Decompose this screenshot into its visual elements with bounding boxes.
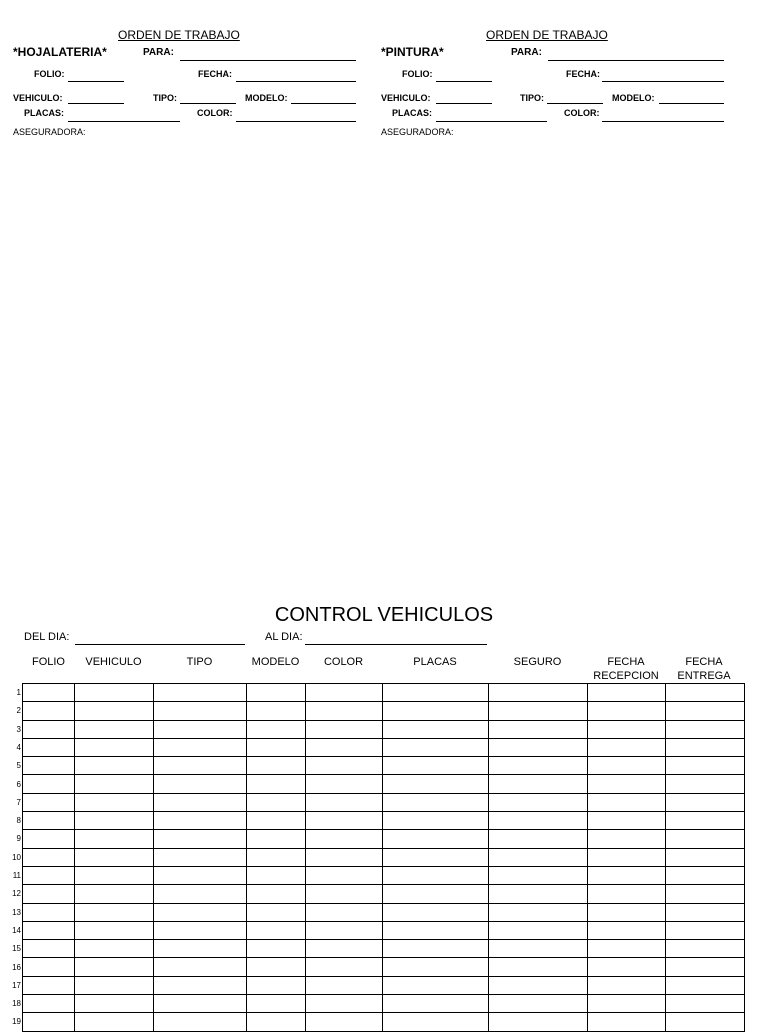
- table-cell[interactable]: [247, 958, 306, 976]
- table-cell[interactable]: [588, 866, 666, 884]
- table-cell[interactable]: [154, 940, 247, 958]
- aseguradora-label: ASEGURADORA:: [13, 127, 86, 137]
- table-cell[interactable]: [247, 775, 306, 793]
- table-cell[interactable]: [306, 720, 383, 738]
- placas-label: PLACAS:: [392, 108, 432, 118]
- row-number: 3: [16, 724, 21, 734]
- table-cell[interactable]: [489, 885, 588, 903]
- column-header-fecha-recepcion: FECHA RECEPCION: [593, 656, 659, 682]
- table-cell[interactable]: [306, 1013, 383, 1031]
- table-cell[interactable]: [154, 793, 247, 811]
- table-cell[interactable]: [588, 738, 666, 756]
- para-label: PARA:: [143, 47, 174, 58]
- table-cell[interactable]: [75, 684, 154, 702]
- table-cell[interactable]: [247, 757, 306, 775]
- color-field[interactable]: [236, 121, 356, 122]
- control-title: CONTROL VEHICULOS: [274, 604, 494, 626]
- table-cell[interactable]: [306, 812, 383, 830]
- table-cell[interactable]: [23, 684, 75, 702]
- table-cell[interactable]: [247, 976, 306, 994]
- table-cell[interactable]: [666, 866, 745, 884]
- table-cell[interactable]: [306, 830, 383, 848]
- table-cell[interactable]: [306, 866, 383, 884]
- row-number: 10: [12, 852, 21, 862]
- table-cell[interactable]: [247, 793, 306, 811]
- table-cell[interactable]: [247, 830, 306, 848]
- table-row: [23, 702, 745, 720]
- row-number: 7: [16, 797, 21, 807]
- modelo-label: MODELO:: [612, 93, 655, 103]
- table-cell[interactable]: [23, 940, 75, 958]
- vehiculo-label: VEHICULO:: [13, 93, 63, 103]
- table-cell[interactable]: [588, 757, 666, 775]
- table-cell[interactable]: [489, 848, 588, 866]
- para-field[interactable]: [180, 60, 356, 61]
- table-cell[interactable]: [489, 866, 588, 884]
- table-cell[interactable]: [383, 702, 489, 720]
- table-cell[interactable]: [154, 720, 247, 738]
- table-cell[interactable]: [383, 684, 489, 702]
- table-row: [23, 830, 745, 848]
- table-cell[interactable]: [489, 921, 588, 939]
- table-cell[interactable]: [23, 848, 75, 866]
- table-row: [23, 958, 745, 976]
- table-cell[interactable]: [154, 976, 247, 994]
- table-cell[interactable]: [247, 848, 306, 866]
- table-cell[interactable]: [588, 702, 666, 720]
- table-cell[interactable]: [23, 921, 75, 939]
- table-cell[interactable]: [23, 757, 75, 775]
- aseguradora-label: ASEGURADORA:: [381, 127, 454, 137]
- table-cell[interactable]: [666, 757, 745, 775]
- color-field[interactable]: [602, 121, 724, 122]
- table-cell[interactable]: [383, 793, 489, 811]
- table-cell[interactable]: [75, 757, 154, 775]
- department-label: *HOJALATERIA*: [13, 45, 107, 59]
- table-cell[interactable]: [489, 812, 588, 830]
- table-cell[interactable]: [306, 958, 383, 976]
- table-cell[interactable]: [23, 702, 75, 720]
- table-cell[interactable]: [23, 866, 75, 884]
- table-cell[interactable]: [23, 812, 75, 830]
- table-row: [23, 775, 745, 793]
- table-cell[interactable]: [154, 995, 247, 1013]
- table-cell[interactable]: [23, 775, 75, 793]
- table-cell[interactable]: [666, 958, 745, 976]
- table-cell[interactable]: [489, 775, 588, 793]
- column-header-seguro: SEGURO: [513, 656, 562, 668]
- color-label: COLOR:: [564, 108, 600, 118]
- table-cell[interactable]: [588, 940, 666, 958]
- placas-label: PLACAS:: [24, 108, 64, 118]
- table-cell[interactable]: [75, 812, 154, 830]
- row-number: 18: [12, 999, 21, 1009]
- color-label: COLOR:: [197, 108, 233, 118]
- row-number: 1: [16, 688, 21, 697]
- table-cell[interactable]: [306, 775, 383, 793]
- table-cell[interactable]: [588, 885, 666, 903]
- table-cell[interactable]: [23, 720, 75, 738]
- table-cell[interactable]: [666, 830, 745, 848]
- table-cell[interactable]: [383, 885, 489, 903]
- table-cell[interactable]: [666, 775, 745, 793]
- table-cell[interactable]: [247, 995, 306, 1013]
- table-cell[interactable]: [154, 684, 247, 702]
- table-cell[interactable]: [247, 866, 306, 884]
- row-number: 12: [12, 889, 21, 899]
- table-cell[interactable]: [588, 995, 666, 1013]
- table-cell[interactable]: [154, 885, 247, 903]
- table-cell[interactable]: [588, 684, 666, 702]
- tipo-label: TIPO:: [520, 93, 544, 103]
- table-cell[interactable]: [588, 921, 666, 939]
- table-cell[interactable]: [75, 848, 154, 866]
- row-number: 8: [16, 816, 21, 826]
- table-cell[interactable]: [666, 720, 745, 738]
- table-row: [23, 903, 745, 921]
- tipo-label: TIPO:: [153, 93, 177, 103]
- table-cell[interactable]: [247, 738, 306, 756]
- table-cell[interactable]: [666, 903, 745, 921]
- table-cell[interactable]: [75, 921, 154, 939]
- folio-field[interactable]: [68, 81, 124, 82]
- table-cell[interactable]: [489, 757, 588, 775]
- table-cell[interactable]: [247, 684, 306, 702]
- table-cell[interactable]: [489, 720, 588, 738]
- table-cell[interactable]: [23, 793, 75, 811]
- department-label: *PINTURA*: [381, 45, 444, 59]
- fecha-field[interactable]: [602, 81, 724, 82]
- table-cell[interactable]: [23, 976, 75, 994]
- table-cell[interactable]: [666, 684, 745, 702]
- table-cell[interactable]: [666, 995, 745, 1013]
- table-row: [23, 1013, 745, 1031]
- table-cell[interactable]: [666, 976, 745, 994]
- table-cell[interactable]: [75, 720, 154, 738]
- table-cell[interactable]: [75, 995, 154, 1013]
- table-cell[interactable]: [489, 793, 588, 811]
- row-number: 14: [12, 925, 21, 935]
- table-cell[interactable]: [383, 940, 489, 958]
- table-cell[interactable]: [489, 995, 588, 1013]
- table-cell[interactable]: [306, 903, 383, 921]
- table-cell[interactable]: [247, 812, 306, 830]
- table-cell[interactable]: [247, 720, 306, 738]
- modelo-label: MODELO:: [245, 93, 288, 103]
- table-row: [23, 738, 745, 756]
- column-header-vehiculo: VEHICULO: [85, 656, 142, 668]
- para-field[interactable]: [548, 60, 724, 61]
- table-row: [23, 885, 745, 903]
- table-cell[interactable]: [75, 903, 154, 921]
- table-cell[interactable]: [75, 738, 154, 756]
- table-cell[interactable]: [23, 1013, 75, 1031]
- fecha-label: FECHA:: [566, 69, 600, 79]
- del-dia-label: DEL DIA:: [24, 631, 70, 643]
- table-cell[interactable]: [383, 995, 489, 1013]
- table-cell[interactable]: [75, 958, 154, 976]
- table-cell[interactable]: [588, 903, 666, 921]
- row-number: 5: [16, 761, 21, 771]
- table-row: [23, 684, 745, 702]
- table-cell[interactable]: [666, 848, 745, 866]
- table-cell[interactable]: [247, 1013, 306, 1031]
- table-cell[interactable]: [588, 848, 666, 866]
- vehiculo-label: VEHICULO:: [381, 93, 431, 103]
- table-cell[interactable]: [666, 793, 745, 811]
- table-row: [23, 995, 745, 1013]
- vehiculo-field[interactable]: [436, 103, 492, 104]
- table-cell[interactable]: [75, 793, 154, 811]
- table-cell[interactable]: [75, 885, 154, 903]
- table-cell[interactable]: [383, 812, 489, 830]
- table-cell[interactable]: [666, 702, 745, 720]
- table-cell[interactable]: [489, 1013, 588, 1031]
- table-cell[interactable]: [383, 720, 489, 738]
- column-header-fecha-entrega: FECHA ENTREGA: [677, 656, 731, 682]
- table-cell[interactable]: [154, 757, 247, 775]
- table-cell[interactable]: [154, 738, 247, 756]
- table-cell[interactable]: [23, 958, 75, 976]
- table-cell[interactable]: [666, 738, 745, 756]
- column-header-folio: FOLIO: [31, 656, 65, 668]
- tipo-field[interactable]: [180, 103, 236, 104]
- row-number: 2: [16, 706, 21, 716]
- table-cell[interactable]: [383, 848, 489, 866]
- table-row: [23, 940, 745, 958]
- table-cell[interactable]: [75, 702, 154, 720]
- modelo-field[interactable]: [659, 103, 724, 104]
- column-header-tipo: TIPO: [186, 656, 213, 668]
- folio-field[interactable]: [436, 81, 492, 82]
- row-number: 15: [12, 944, 21, 954]
- row-number: 19: [12, 1017, 21, 1027]
- work-order-pintura: [368, 0, 728, 150]
- table-cell[interactable]: [489, 940, 588, 958]
- table-cell[interactable]: [154, 848, 247, 866]
- table-cell[interactable]: [75, 830, 154, 848]
- table-cell[interactable]: [588, 775, 666, 793]
- table-cell[interactable]: [23, 738, 75, 756]
- table-row: [23, 866, 745, 884]
- fecha-label: FECHA:: [198, 69, 232, 79]
- work-order-hojalateria: [0, 0, 360, 150]
- table-cell[interactable]: [666, 921, 745, 939]
- table-cell[interactable]: [75, 1013, 154, 1031]
- table-cell[interactable]: [489, 903, 588, 921]
- fecha-field[interactable]: [236, 81, 356, 82]
- table-row: [23, 720, 745, 738]
- table-cell[interactable]: [383, 976, 489, 994]
- table-cell[interactable]: [383, 1013, 489, 1031]
- al-dia-label: AL DIA:: [265, 631, 303, 643]
- row-number: 4: [16, 742, 21, 752]
- table-cell[interactable]: [383, 866, 489, 884]
- folio-label: FOLIO:: [402, 69, 433, 79]
- table-cell[interactable]: [383, 775, 489, 793]
- table-cell[interactable]: [154, 702, 247, 720]
- table-cell[interactable]: [247, 903, 306, 921]
- table-row: [23, 793, 745, 811]
- table-cell[interactable]: [383, 830, 489, 848]
- column-header-placas: PLACAS: [413, 656, 457, 668]
- table-row: [23, 812, 745, 830]
- table-row: [23, 848, 745, 866]
- table-cell[interactable]: [306, 757, 383, 775]
- table-cell[interactable]: [154, 866, 247, 884]
- table-row: [23, 757, 745, 775]
- table-cell[interactable]: [489, 702, 588, 720]
- table-cell[interactable]: [306, 793, 383, 811]
- table-cell[interactable]: [247, 702, 306, 720]
- table-cell[interactable]: [489, 830, 588, 848]
- table-cell[interactable]: [154, 903, 247, 921]
- table-cell[interactable]: [489, 958, 588, 976]
- table-cell[interactable]: [306, 684, 383, 702]
- del-dia-field[interactable]: [75, 644, 245, 645]
- table-cell[interactable]: [666, 885, 745, 903]
- row-number: 6: [16, 779, 21, 789]
- table-cell[interactable]: [588, 1013, 666, 1031]
- table-cell[interactable]: [23, 885, 75, 903]
- table-row: [23, 921, 745, 939]
- table-cell[interactable]: [383, 921, 489, 939]
- table-cell[interactable]: [75, 940, 154, 958]
- table-cell[interactable]: [306, 848, 383, 866]
- table-cell[interactable]: [383, 903, 489, 921]
- table-cell[interactable]: [154, 775, 247, 793]
- table-cell[interactable]: [588, 793, 666, 811]
- table-cell[interactable]: [23, 903, 75, 921]
- row-number: 13: [12, 907, 21, 917]
- placas-field[interactable]: [436, 121, 547, 122]
- tipo-field[interactable]: [547, 103, 603, 104]
- row-number: 9: [16, 834, 21, 844]
- table-cell[interactable]: [588, 830, 666, 848]
- placas-field[interactable]: [68, 121, 180, 122]
- table-cell[interactable]: [306, 940, 383, 958]
- table-cell[interactable]: [75, 775, 154, 793]
- table-cell[interactable]: [306, 976, 383, 994]
- table-cell[interactable]: [75, 976, 154, 994]
- table-cell[interactable]: [306, 995, 383, 1013]
- table-cell[interactable]: [247, 940, 306, 958]
- table-cell[interactable]: [306, 921, 383, 939]
- table-cell[interactable]: [306, 702, 383, 720]
- table-cell[interactable]: [666, 812, 745, 830]
- table-cell[interactable]: [489, 976, 588, 994]
- table-cell[interactable]: [306, 738, 383, 756]
- table-cell[interactable]: [666, 940, 745, 958]
- modelo-field[interactable]: [291, 103, 356, 104]
- table-cell[interactable]: [383, 738, 489, 756]
- table-cell[interactable]: [666, 1013, 745, 1031]
- table-cell[interactable]: [489, 684, 588, 702]
- row-number: 11: [12, 871, 21, 880]
- table-cell[interactable]: [154, 1013, 247, 1031]
- row-number: 17: [12, 980, 21, 990]
- table-cell[interactable]: [247, 921, 306, 939]
- table-cell[interactable]: [247, 885, 306, 903]
- form-title: ORDEN DE TRABAJO: [118, 28, 240, 42]
- vehiculo-field[interactable]: [68, 103, 124, 104]
- table-cell[interactable]: [75, 866, 154, 884]
- table-cell[interactable]: [588, 720, 666, 738]
- column-header-modelo: MODELO: [251, 656, 300, 668]
- table-cell[interactable]: [588, 976, 666, 994]
- table-cell[interactable]: [154, 921, 247, 939]
- table-cell[interactable]: [154, 830, 247, 848]
- table-cell[interactable]: [306, 885, 383, 903]
- table-cell[interactable]: [154, 958, 247, 976]
- folio-label: FOLIO:: [34, 69, 65, 79]
- table-cell[interactable]: [489, 738, 588, 756]
- table-cell[interactable]: [588, 812, 666, 830]
- table-row: [23, 976, 745, 994]
- form-title: ORDEN DE TRABAJO: [486, 28, 608, 42]
- table-cell[interactable]: [154, 812, 247, 830]
- table-cell[interactable]: [383, 757, 489, 775]
- table-cell[interactable]: [383, 958, 489, 976]
- vehicle-control-table: [22, 683, 745, 1032]
- table-cell[interactable]: [23, 830, 75, 848]
- para-label: PARA:: [511, 47, 542, 58]
- al-dia-field[interactable]: [305, 644, 487, 645]
- column-header-color: COLOR: [323, 656, 364, 668]
- row-number: 16: [12, 962, 21, 972]
- table-cell[interactable]: [588, 958, 666, 976]
- table-cell[interactable]: [23, 995, 75, 1013]
